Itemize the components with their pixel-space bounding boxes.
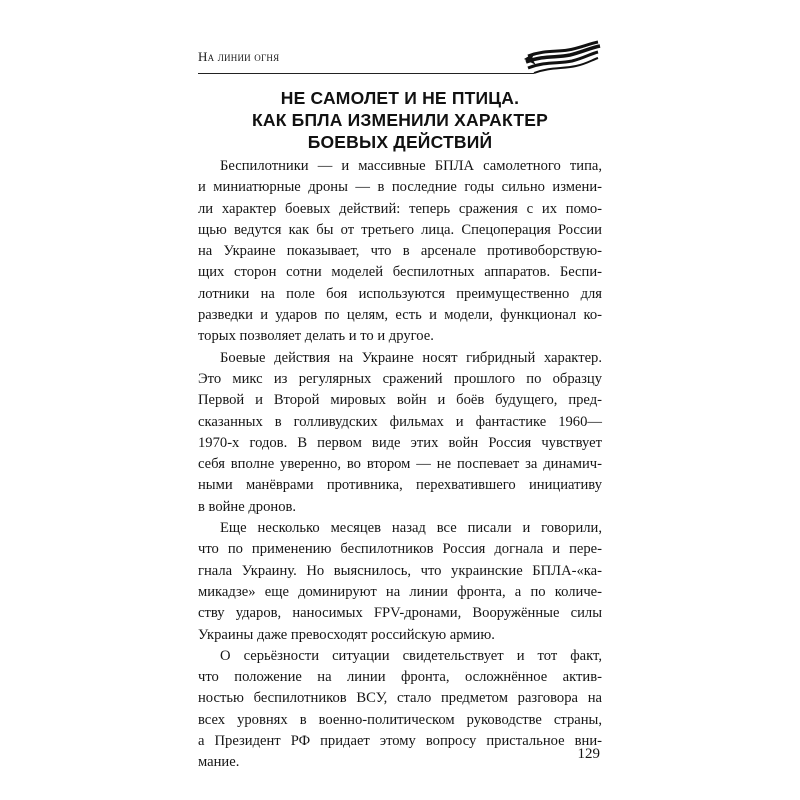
header-rule: [198, 73, 534, 74]
text-line: ностью беспилотников ВСУ, стало предметом разговора на: [198, 690, 602, 707]
text-line: щью ведутся как бы от третьего лица. Спецоперация России: [198, 221, 602, 238]
text-line: что по применению беспилотников Россия догнала и пере-: [198, 541, 602, 558]
paragraph-3: [198, 518, 602, 646]
text-line: Беспилотники — и массивные БПЛА самолетного типа,: [220, 158, 602, 174]
text-line: лотники на поле боя используются преимущественно для: [198, 285, 602, 302]
text-line: а Президент РФ придает этому вопросу пристальное вни-: [198, 733, 602, 750]
text-line: Это микс из регулярных сражений прошлого по образцу: [198, 370, 602, 387]
text-line: О серьёзности ситуации свидетельствует и тот факт,: [220, 647, 602, 664]
text-line: микадзе» еще доминируют на линии фронта, а по количе-: [198, 583, 602, 600]
text-line: гнала Украину. Но выяснилось, что украинские БПЛА-«ка-: [198, 562, 602, 579]
paragraph-2: [198, 348, 602, 518]
ribbon-flag-icon: [522, 40, 602, 78]
title-line: НЕ САМОЛЕТ И НЕ ПТИЦА.: [280, 88, 520, 108]
text-line: Боевые действия на Украине носят гибридный характер.: [220, 349, 602, 366]
text-line: в войне дронов.: [198, 498, 297, 515]
text-line: мание.: [198, 754, 240, 771]
title-line: БОЕВЫХ ДЕЙСТВИЙ: [307, 132, 493, 152]
text-line: разведки и ударов по целям, есть и модели, функционал ко-: [198, 307, 602, 324]
text-line: ными манёврами противника, перехватившего инициативу: [198, 477, 602, 494]
text-line: всех уровнях в военно-политическом руководстве страны,: [198, 711, 602, 728]
text-line: ству ударов, наносимых FPV-дронами, Вооружённые силы: [198, 605, 602, 622]
text-line: и миниатюрные дроны — в последние годы сильно измени-: [198, 179, 602, 196]
text-line: на Украине показывает, что в арсенале противоборствую-: [198, 243, 602, 260]
body-text: [198, 156, 602, 774]
text-line: ли характер боевых действий: теперь сражения с их помо-: [198, 200, 602, 217]
text-line: Украины даже превосходят российскую армию.: [198, 626, 495, 643]
page-number: 129: [577, 746, 600, 762]
text-line: сказанных в голливудских фильмах и фантастике 1960—: [198, 413, 602, 430]
text-line: торых позволяет делать и то и другое.: [198, 328, 434, 345]
text-line: что положение на линии фронта, осложнённое актив-: [198, 669, 602, 686]
title-line: КАК БПЛА ИЗМЕНИЛИ ХАРАКТЕР: [252, 110, 548, 130]
chapter-title: [198, 87, 602, 153]
text-line: 1970-х годов. В первом виде этих войн Россия чувствует: [198, 434, 602, 451]
text-line: себя вполне уверенно, во втором — не поспевает за динамич-: [198, 456, 602, 473]
text-line: Первой и Второй мировых войн и боёв будущего, пред-: [198, 392, 602, 409]
paragraph-1: [198, 156, 602, 348]
paragraph-4: [198, 646, 602, 774]
text-line: щих сторон сотни моделей беспилотных аппаратов. Беспи-: [198, 264, 602, 281]
text-line: Еще несколько месяцев назад все писали и говорили,: [220, 520, 602, 537]
running-head: На линии огня: [198, 49, 280, 64]
